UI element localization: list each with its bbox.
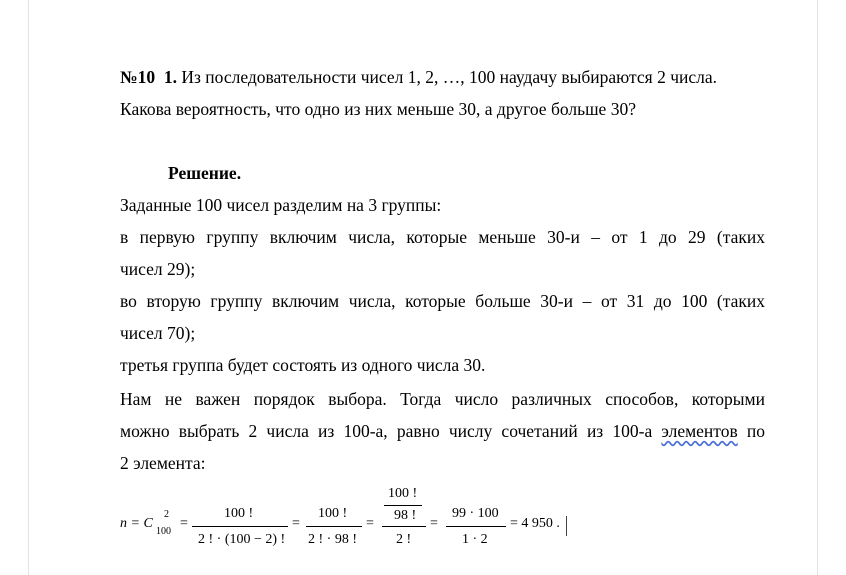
- paragraph-8: [120, 420, 765, 442]
- problem-text: Из последовательности чисел 1, 2, …, 100 наудачу выбираются 2 числа.: [181, 67, 718, 87]
- paragraph-9: 2 элемента:: [120, 453, 206, 473]
- paragraph-2: в первую группу включим числа, которые меньше 30-и – от 1 до 29 (таких: [120, 227, 765, 247]
- fraction-2-bar: [306, 526, 362, 527]
- page-left-edge: [28, 0, 29, 575]
- paragraph-1: Заданные 100 чисел разделим на 3 группы:: [120, 195, 442, 215]
- formula-sub: 100: [156, 526, 171, 537]
- fraction-1-denominator: 2 ! · (100 − 2) !: [198, 532, 286, 547]
- fraction-4-numerator: 99 · 100: [452, 506, 499, 521]
- paragraph-7: Нам не важен порядок выбора. Тогда число различных способов, которыми: [120, 389, 765, 409]
- formula-lhs: n = C: [120, 516, 153, 531]
- formula-result: = 4 950 .: [510, 516, 560, 531]
- paragraph-3: чисел 29);: [120, 259, 196, 279]
- combination-formula: [120, 486, 580, 546]
- text-cursor: [566, 516, 567, 536]
- problem-number: №10: [120, 67, 156, 87]
- problem-line-1: [120, 66, 717, 88]
- fraction-4-bar: [446, 526, 506, 527]
- problem-index: 1.: [163, 67, 177, 87]
- formula-eq-3: =: [366, 516, 374, 531]
- formula-eq-4: =: [430, 516, 438, 531]
- page-right-edge: [817, 0, 818, 575]
- fraction-3-inner-numerator: 100 !: [388, 486, 418, 501]
- fraction-2-denominator: 2 ! · 98 !: [308, 532, 357, 547]
- problem-line-2: Какова вероятность, что одно из них меньше 30, а другое больше 30?: [120, 99, 636, 119]
- fraction-2-numerator: 100 !: [318, 506, 348, 521]
- fraction-3-bar: [382, 526, 426, 527]
- fraction-4-denominator: 1 · 2: [462, 532, 488, 547]
- solution-heading: Решение.: [168, 163, 242, 183]
- paragraph-5: чисел 70);: [120, 323, 196, 343]
- formula-eq-1: =: [180, 516, 188, 531]
- fraction-3-denominator: 2 !: [396, 532, 412, 547]
- formula-sup: 2: [164, 509, 169, 520]
- paragraph-8-text: можно выбрать 2 числа из 100-а, равно числу сочетаний из 100-а: [120, 421, 653, 441]
- paragraph-8-tail: по: [746, 421, 766, 441]
- paragraph-4: во вторую группу включим числа, которые больше 30-и – от 31 до 100 (таких: [120, 291, 765, 311]
- spellcheck-word[interactable]: элементов: [661, 421, 738, 441]
- formula-eq-2: =: [292, 516, 300, 531]
- fraction-1-numerator: 100 !: [224, 506, 254, 521]
- fraction-1-bar: [192, 526, 288, 527]
- paragraph-6: третья группа будет состоять из одного числа 30.: [120, 355, 486, 375]
- fraction-3-inner-bar: [384, 505, 422, 506]
- fraction-3-inner-denominator: 98 !: [394, 508, 417, 523]
